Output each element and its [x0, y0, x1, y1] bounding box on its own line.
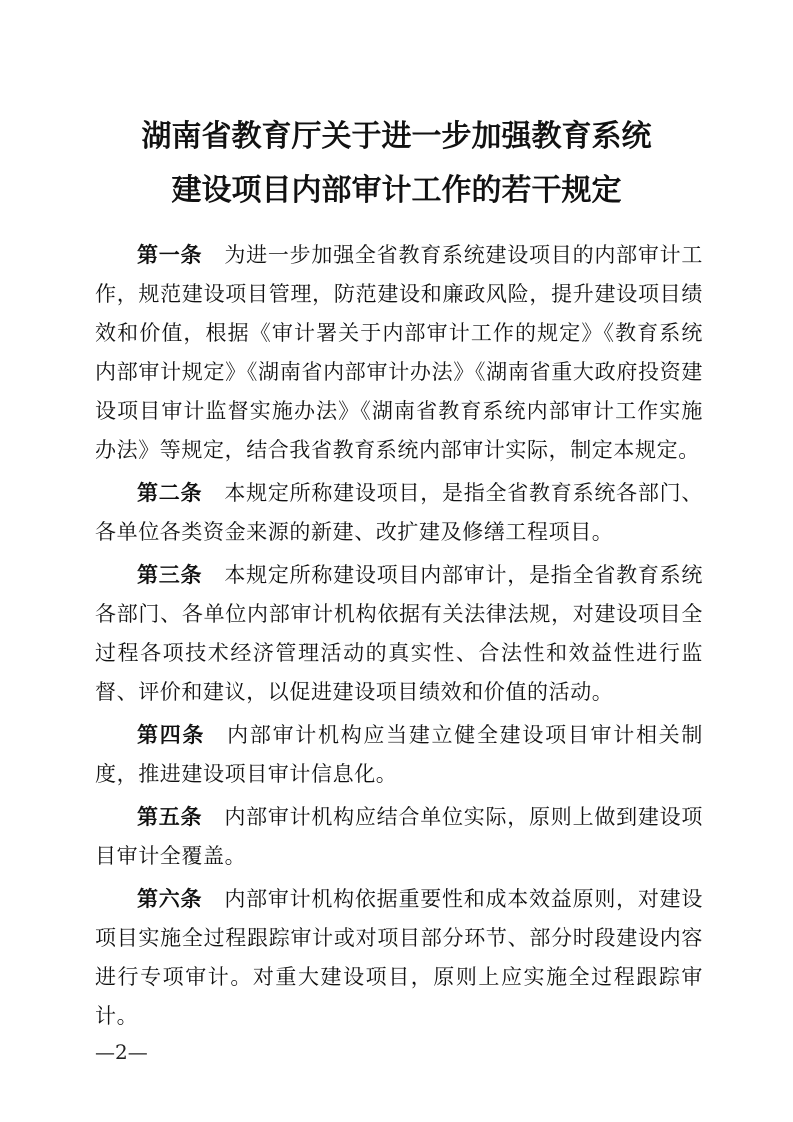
title-line-2: 建设项目内部审计工作的若干规定 — [171, 173, 622, 208]
article-text: 本规定所称建设项目内部审计，是指全省教育系统各部门、各单位内部审计机构依据有关法律法规，对建设项目全过程各项技术经济管理活动的真实性、合法性和效益性进行监督、评价和建议，以促进建设项目绩效和价值的活动。 — [95, 563, 703, 704]
article-number: 第二条 — [137, 481, 203, 505]
article-4 — [95, 716, 703, 794]
article-text: 内部审计机构依据重要性和成本效益原则，对建设项目实施全过程跟踪审计或对项目部分环节、部分时段建设内容进行专项审计。对重大建设项目，原则上应实施全过程跟踪审计。 — [95, 887, 703, 1028]
article-number: 第五条 — [137, 805, 203, 829]
document-body — [95, 236, 703, 1040]
document-title — [0, 110, 793, 218]
title-line-1: 湖南省教育厅关于进一步加强教育系统 — [141, 119, 652, 154]
article-number: 第一条 — [137, 243, 203, 267]
article-3 — [95, 556, 703, 712]
article-number: 第四条 — [137, 723, 206, 747]
article-number: 第三条 — [137, 563, 203, 587]
article-5 — [95, 798, 703, 876]
article-2 — [95, 474, 703, 552]
article-number: 第六条 — [137, 887, 203, 911]
article-6 — [95, 880, 703, 1036]
article-1 — [95, 236, 703, 470]
article-text: 本规定所称建设项目，是指全省教育系统各部门、各单位各类资金来源的新建、改扩建及修缮工程项目。 — [95, 481, 703, 544]
article-text: 内部审计机构应结合单位实际，原则上做到建设项目审计全覆盖。 — [95, 805, 703, 868]
article-text: 为进一步加强全省教育系统建设项目的内部审计工作，规范建设项目管理，防范建设和廉政风险，提升建设项目绩效和价值，根据《审计署关于内部审计工作的规定》《教育系统内部审计规定》《湖南省内部审计办法》《湖南省重大政府投资建设项目审计监督实施办法》《湖南省教育系统内部审计工作实施办法》等规定，结合我省教育系统内部审计实际，制定本规定。 — [95, 243, 703, 462]
page-number: —2— — [95, 1040, 148, 1064]
article-text: 内部审计机构应当建立健全建设项目审计相关制度，推进建设项目审计信息化。 — [95, 723, 703, 786]
